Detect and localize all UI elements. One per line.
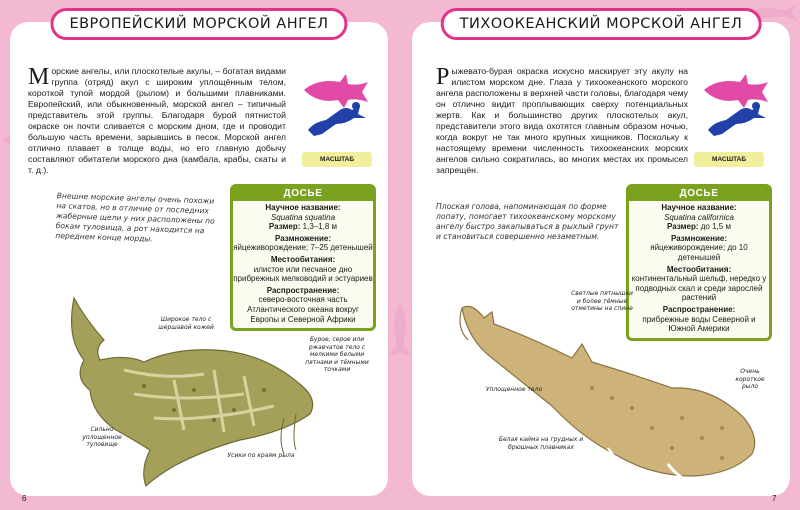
left-range-label: Распространение: bbox=[266, 285, 340, 295]
right-annotation-white-edge: Белая кайма на грудных и брюшных плавниках bbox=[498, 436, 584, 451]
scale-shark-diver-icon bbox=[300, 72, 372, 140]
background-shark-icon bbox=[385, 300, 415, 360]
right-drop-cap: Р bbox=[436, 64, 450, 90]
right-intro-body: ыжевато-бурая окраска искусно маскирует эту акулу на илистом морском дне. Глаза у тихоокеанского морского ангела расположены в верхней части головы, благодаря чему он отлично видит проплывающих сверху потенциальных жертв. Как и большинство других плоскотелых акул, представители этого вида охотятся главным образом ночью, когда вокруг не так много крупных хищников. Поскольку к настоящему времени численность тихоокеанских морских ангелов сильно сократилась, во многих местах их промысел запрещён. bbox=[436, 66, 688, 175]
right-habitat-label: Местообитания: bbox=[666, 264, 732, 274]
right-page-title: ТИХООКЕАНСКИЙ МОРСКОЙ АНГЕЛ bbox=[441, 8, 762, 40]
left-page-title: ЕВРОПЕЙСКИЙ МОРСКОЙ АНГЕЛ bbox=[50, 8, 347, 40]
right-size: до 1,5 м bbox=[700, 222, 731, 232]
left-drop-cap: М bbox=[28, 64, 50, 90]
right-size-label: Размер: bbox=[667, 222, 699, 232]
left-size-label: Размер: bbox=[268, 222, 301, 232]
left-intro-text bbox=[28, 66, 286, 176]
left-page-number: 6 bbox=[22, 494, 27, 503]
right-annotation-snout: Очень короткое рыло bbox=[735, 368, 765, 390]
right-habitat: континентальный шельф, нередко у подводных скал и среди зарослей растений bbox=[631, 274, 767, 303]
scale-shark-diver-icon bbox=[700, 72, 772, 140]
right-scale-label: МАСШТАБ bbox=[694, 152, 764, 167]
left-scale-label: МАСШТАБ bbox=[302, 152, 372, 167]
left-page bbox=[10, 16, 388, 503]
right-sci-name-label: Научное название: bbox=[661, 203, 737, 212]
left-dossier-header: ДОСЬЕ bbox=[233, 187, 373, 201]
left-intro-body: орские ангелы, или плоскотелые акулы, – богатая видами группа (отряд) акул с широким уплощённым телом, короткой тупой мордой (рылом) и большими плавниками. Европейский, или обыкновенный, морской ангел – типичный представитель этой группы. Благодаря бурой пятнистой окраске он почти сливается с морским дном, где и проводит большую часть времени, зарывшись в песок. Морской ангел отлично плавает в толще воды, но его главную добычу составляют обитатели морского дна (камбала, крабы, скаты и т. д.). bbox=[28, 66, 287, 175]
left-handwritten-note: Внешне морские ангелы очень похожи на скатов, но в отличие от последних жаберные щели у них расположены по бокам туловища, а рот находится на переднем конце морды. bbox=[55, 191, 215, 244]
right-repro-label: Размножение: bbox=[671, 233, 727, 243]
left-sci-name-label: Научное название: bbox=[265, 203, 341, 212]
left-annotation-barbels: Усики по краям рыла bbox=[227, 452, 295, 459]
right-annotation-spots: Светлые пятнышки и более тёмные отметины на спине bbox=[571, 290, 633, 312]
right-page bbox=[412, 16, 790, 503]
right-sci-name: Squatina californica bbox=[664, 212, 734, 222]
right-intro-text bbox=[436, 66, 688, 176]
left-repro-label: Размножение: bbox=[275, 233, 331, 243]
left-habitat-label: Местообитания: bbox=[270, 254, 336, 264]
left-repro: яйцеживорождение; 7–25 детенышей bbox=[233, 243, 373, 253]
left-annotation-wide-body: Широкое тело с шершавой кожей bbox=[158, 316, 214, 331]
right-page-number: 7 bbox=[772, 494, 777, 503]
left-size: 1,3–1,8 м bbox=[302, 222, 338, 232]
right-annotation-flattened: Уплощенное тело bbox=[485, 386, 543, 393]
left-annotation-color: Бурое, серое или ржавчатое тело с мелкими белыми пятнами и тёмными точками bbox=[305, 336, 369, 373]
right-range: прибрежные воды Северной и Южной Америки bbox=[642, 314, 756, 334]
right-repro: яйцеживорождение; до 10 детенышей bbox=[650, 243, 748, 262]
right-handwritten-note: Плоская голова, напоминающая по форме лопату, помогает тихоокеанскому морскому ангелу быстро закапываться в рыхлый грунт и становиться совершенно незаметным. bbox=[436, 202, 619, 241]
left-annotation-flattened: Сильно уплощенное туловище bbox=[82, 426, 122, 448]
right-dossier-header: ДОСЬЕ bbox=[629, 187, 769, 201]
left-sci-name: Squatina squatina bbox=[270, 212, 336, 222]
right-range-label: Распространение: bbox=[662, 304, 736, 314]
left-range: северо-восточная часть Атлантического океана вокруг Европы и Северной Африки bbox=[247, 295, 359, 324]
left-habitat: илистое или песчаное дно прибрежных мелководий и эстуариев bbox=[233, 264, 373, 284]
